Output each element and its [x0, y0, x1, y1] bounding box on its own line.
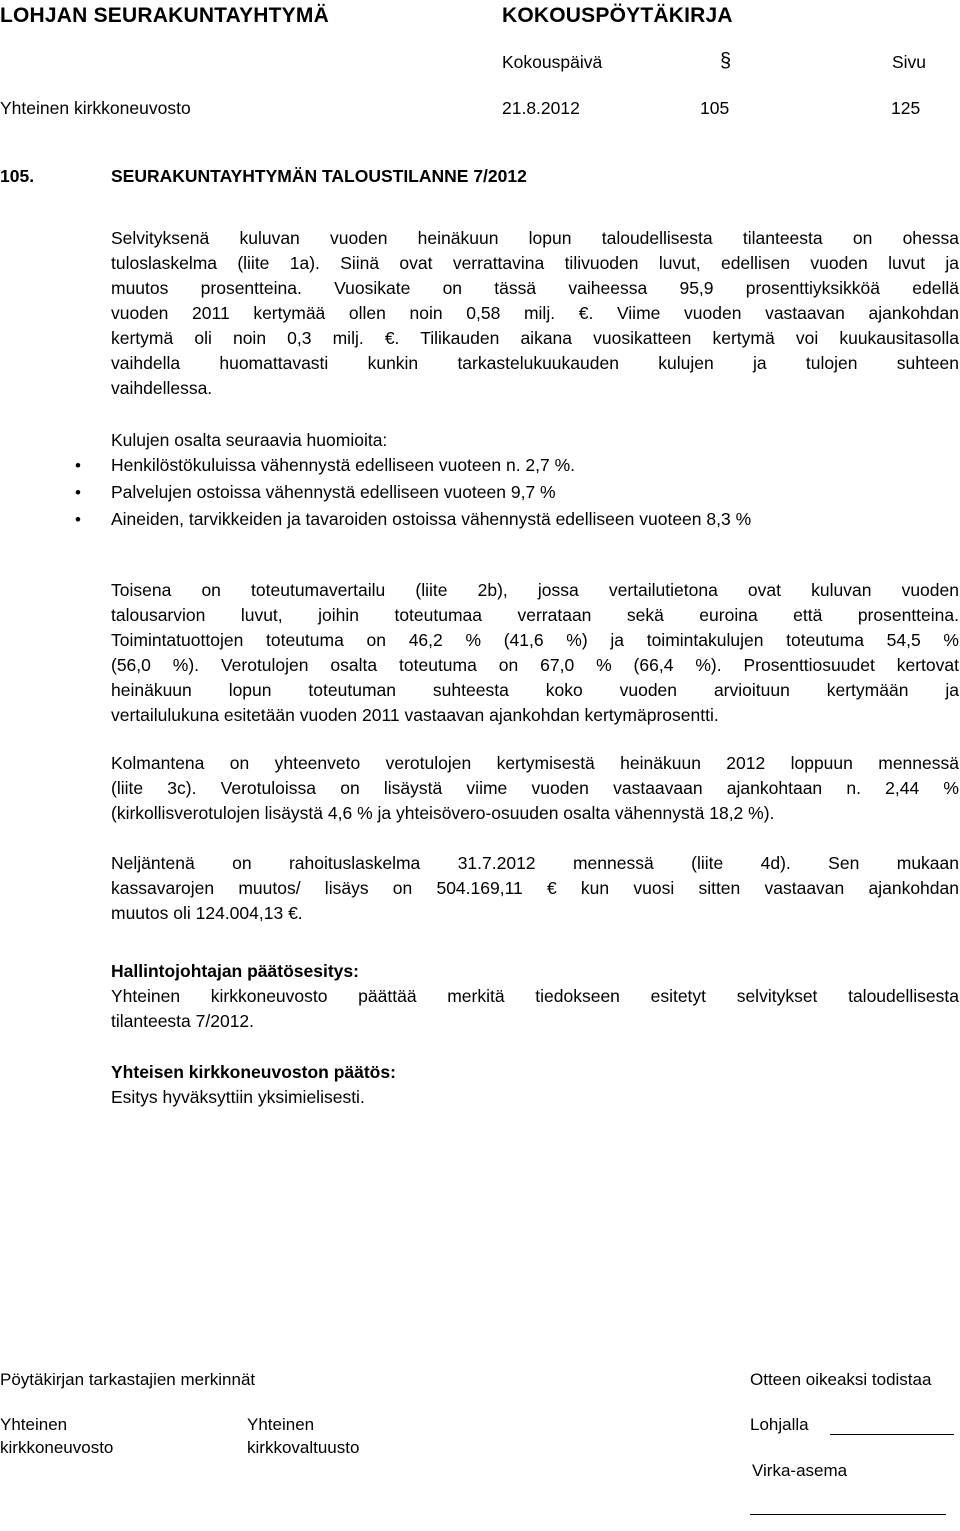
decision-text: Esitys hyväksyttiin yksimielisesti. [111, 1087, 365, 1107]
p1-line: vuoden 2011 kertymää ollen noin 0,58 milj. €. Viime vuoden vastaavan ajankohdan [111, 303, 959, 323]
p2-line: (56,0 %). Verotulojen osalta toteutuma on 67,0 % (66,4 %). Prosenttiosuudet kertovat [111, 655, 959, 675]
proposal-text: Yhteinen kirkkoneuvosto päättää merkitä tiedokseen esitetyt selvitykset taloudellisesta [111, 986, 959, 1006]
signature-body-2: kirkkovaltuusto [247, 1438, 360, 1457]
position-signature-line [750, 1514, 946, 1515]
certification-heading: Otteen oikeaksi todistaa [750, 1370, 932, 1389]
p4-line: muutos oli 124.004,13 €. [111, 903, 303, 923]
p1-line: vaihdella huomattavasti kunkin tarkastelukuukauden kulujen ja tulojen suhteen [111, 353, 959, 373]
list-item: • Palvelujen ostoissa vähennystä edelliseen vuoteen 9,7 % [39, 480, 959, 505]
p2-line: heinäkuun lopun toteutuman suhteesta koko vuoden arvioituun kertymään ja [111, 680, 959, 700]
p2-line: Toimintatuottojen toteutuma on 46,2 % (41,6 %) ja toimintakulujen toteutuma 54,5 % [111, 630, 959, 650]
p1-line: muutos prosentteina. Vuosikate on tässä vaiheessa 95,9 prosenttiyksikköä edellä [111, 278, 959, 298]
p2-line: talousarvion luvut, joihin toteutumaa verrataan sekä euroina että prosentteina. [111, 605, 959, 625]
page-label: Sivu [892, 52, 927, 72]
costs-section [111, 428, 959, 532]
paragraph-label: § [720, 50, 732, 72]
page-number: 125 [891, 98, 921, 118]
p1-line: tuloslaskelma (liite 1a). Siinä ovat verrattavina tilivuoden luvut, edellisen vuoden luvut ja [111, 253, 959, 273]
list-item: • Henkilöstökuluissa vähennystä edelliseen vuoteen n. 2,7 %. [39, 453, 959, 478]
p4-line: kassavarojen muutos/ lisäys on 504.169,11 € kun vuosi sitten vastaavan ajankohdan [111, 878, 959, 898]
decision-heading: Yhteisen kirkkoneuvoston päätös: [111, 1062, 396, 1082]
costs-intro: Kulujen osalta seuraavia huomioita: [111, 430, 388, 450]
p2-line: vertailulukuna esitetään vuoden 2011 vastaavan ajankohdan kertymäprosentti. [111, 705, 719, 725]
proposal-section [111, 959, 959, 1034]
paragraph-4 [111, 851, 959, 926]
decision-section [111, 1060, 959, 1110]
p3-line: (liite 3c). Verotuloissa on lisäystä viime vuoden vastaavaan ajankohtaan n. 2,44 % [111, 778, 959, 798]
paragraph-2 [111, 578, 959, 728]
proposal-text: tilanteesta 7/2012. [111, 1011, 255, 1031]
position-label: Virka-asema [752, 1461, 848, 1480]
body-name: Yhteinen kirkkoneuvosto [0, 98, 191, 118]
place-label: Lohjalla [750, 1415, 809, 1434]
p3-line: (kirkollisverotulojen lisäystä 4,6 % ja yhteisövero-osuuden osalta vähennystä 18,2 %). [111, 803, 775, 823]
meeting-date: 21.8.2012 [502, 98, 580, 118]
section-title: SEURAKUNTAYHTYMÄN TALOUSTILANNE 7/2012 [111, 166, 527, 186]
p3-line: Kolmantena on yhteenveto verotulojen kertymisestä heinäkuun 2012 loppuun mennessä [111, 753, 959, 773]
p1-line: kertymä oli noin 0,3 milj. €. Tilikauden aikana vuosikatteen kertymä voi kuukausitasolla [111, 328, 959, 348]
paragraph-number: 105 [700, 98, 730, 118]
p2-line: Toisena on toteutumavertailu (liite 2b), jossa vertailutietona ovat kuluvan vuoden [111, 580, 959, 600]
document-type: KOKOUSPÖYTÄKIRJA [502, 4, 733, 27]
paragraph-1 [111, 226, 959, 401]
proposal-heading: Hallintojohtajan päätösesitys: [111, 961, 359, 981]
reviewers-heading: Pöytäkirjan tarkastajien merkinnät [0, 1370, 256, 1389]
signature-body-2: Yhteinen [247, 1415, 315, 1434]
p4-line: Neljäntenä on rahoituslaskelma 31.7.2012 mennessä (liite 4d). Sen mukaan [111, 853, 959, 873]
place-signature-line [830, 1434, 954, 1435]
p1-line: Selvityksenä kuluvan vuoden heinäkuun lopun taloudellisesta tilanteesta on ohessa [111, 228, 959, 248]
date-label: Kokouspäivä [502, 52, 603, 72]
costs-list [0, 453, 959, 532]
list-item: • Aineiden, tarvikkeiden ja tavaroiden ostoissa vähennystä edelliseen vuoteen 8,3 % [39, 507, 887, 532]
signature-body-1: Yhteinen [0, 1415, 68, 1434]
signature-body-1: kirkkoneuvosto [0, 1438, 114, 1457]
paragraph-3 [111, 751, 959, 826]
section-number: 105. [0, 166, 35, 186]
org-name: LOHJAN SEURAKUNTAYHTYMÄ [0, 4, 329, 27]
p1-line: vaihdellessa. [111, 378, 213, 398]
